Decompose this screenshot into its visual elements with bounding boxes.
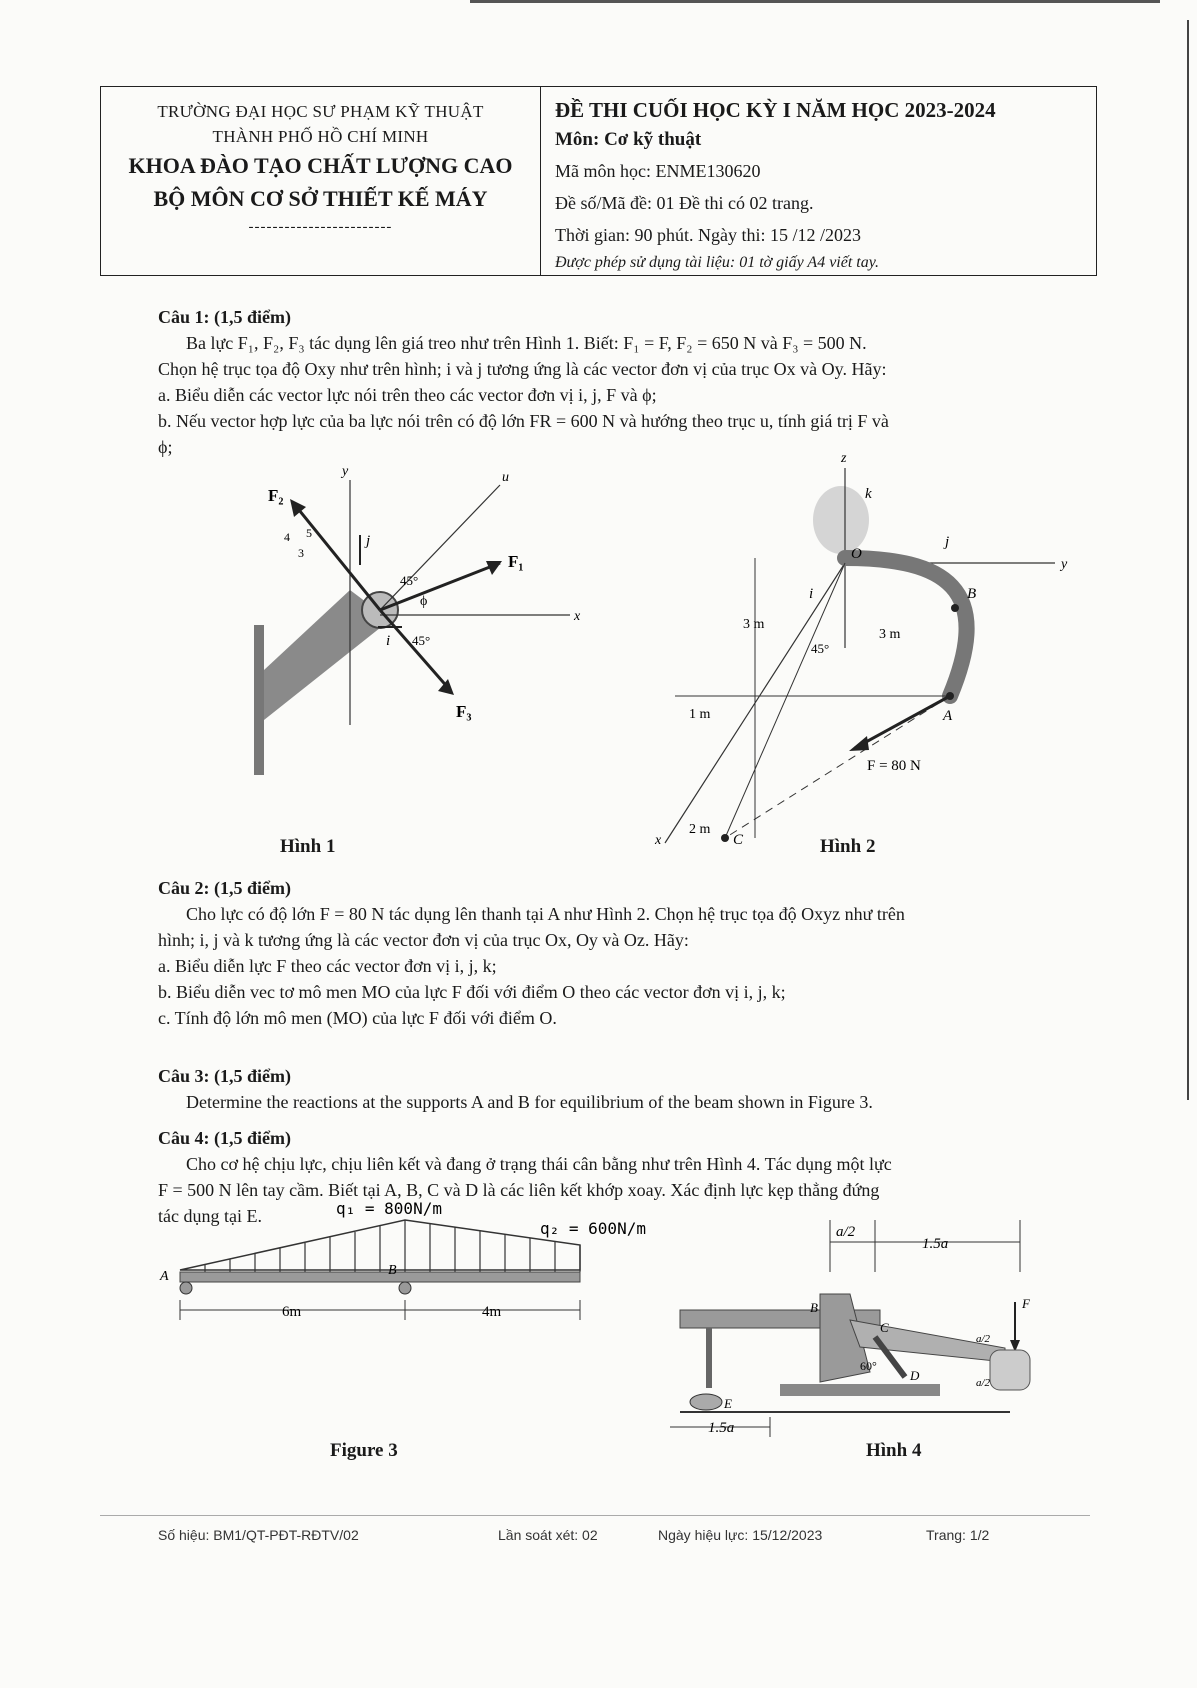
y-label: y	[1061, 557, 1068, 572]
z-label: z	[841, 451, 847, 466]
q1-part-a: a. Biểu diễn các vector lực nói trên theo các vector đơn vị i, j, F và ϕ;	[158, 385, 657, 405]
f3-arrowhead	[438, 679, 454, 695]
c-label: C	[880, 1320, 889, 1335]
figure-2-caption: Hình 2	[820, 836, 876, 857]
q4-line-2: F = 500 N lên tay cầm. Biết tại A, B, C và D là các liên kết khớp xoay. Xác định lực kẹp thẳng đứng	[158, 1180, 880, 1200]
a2-lower: a/2	[976, 1377, 991, 1389]
exam-number: Đề số/Mã đề: 01 Đề thi có 02 trang.	[555, 193, 814, 213]
figure-3-diagram	[150, 1200, 670, 1370]
figure-4-diagram	[670, 1212, 1050, 1442]
dim-1m: 1 m	[689, 707, 711, 722]
q3-line-1: Determine the reactions at the supports A and B for equilibrium of the beam shown in Figure 3.	[186, 1092, 873, 1112]
slope-3: 3	[298, 546, 304, 560]
faculty-name: KHOA ĐÀO TẠO CHẤT LƯỢNG CAO	[128, 153, 513, 178]
angle-45-upper: 45°	[400, 573, 419, 588]
q1-line-1: Ba lực F₁, F₂, F₃ tác dụng lên giá treo như trên Hình 1. Biết: F₁ = F, F₂ = 650 N và F₃ = 500 N.	[186, 333, 867, 353]
dim-2m: 2 m	[689, 822, 711, 837]
q2-part-b: b. Biểu diễn vec tơ mô men MO của lực F đối với điểm O theo các vector đơn vị i, j, k;	[158, 982, 786, 1002]
q4-heading: Câu 4: (1,5 điểm)	[158, 1128, 291, 1148]
force-arrow	[855, 696, 950, 748]
j-label: j	[366, 533, 371, 549]
q2-line-2: hình; i, j và k tương ứng là các vector đơn vị của trục Ox, Oy và Oz. Hãy:	[158, 930, 689, 950]
effective-date: Ngày hiệu lực: 15/12/2023	[658, 1527, 823, 1543]
exam-time-date: Thời gian: 90 phút. Ngày thi: 15 /12 /2023	[555, 225, 861, 245]
wall	[254, 625, 264, 775]
d-label: D	[910, 1368, 920, 1383]
f1-arrow	[380, 563, 500, 610]
a-label: A	[160, 1269, 169, 1284]
beam	[180, 1272, 580, 1282]
b-label: B	[810, 1300, 818, 1315]
dim-1-5a-top: 1.5a	[922, 1236, 949, 1252]
revision: Lần soát xét: 02	[498, 1527, 598, 1543]
footer-rule	[100, 1515, 1090, 1516]
slope-4: 4	[284, 530, 290, 544]
figure-3-caption: Figure 3	[330, 1440, 398, 1461]
figure-2-diagram	[615, 448, 1075, 848]
hand	[990, 1350, 1030, 1390]
exam-note: Được phép sử dụng tài liệu: 01 tờ giấy A4 viết tay.	[555, 254, 879, 271]
university-line-2: THÀNH PHỐ HỒ CHÍ MINH	[212, 127, 429, 146]
figure-4-caption: Hình 4	[866, 1440, 922, 1461]
line-oc	[725, 563, 845, 838]
q1-heading: Câu 1: (1,5 điểm)	[158, 307, 291, 327]
question-2	[158, 875, 1088, 1031]
k-label: k	[865, 486, 872, 502]
x-label: x	[655, 833, 662, 848]
a-label: A	[943, 708, 953, 724]
exam-title: ĐỀ THI CUỐI HỌC KỲ I NĂM HỌC 2023-2024	[555, 98, 996, 122]
q1-label: q₁ = 800N/m	[336, 1200, 442, 1218]
dim-4m: 4m	[482, 1304, 502, 1320]
c-label: C	[733, 832, 744, 848]
subject: Môn: Cơ kỹ thuật	[555, 129, 702, 150]
department-name: BỘ MÔN CƠ SỞ THIẾT KẾ MÁY	[153, 186, 488, 211]
q1-part-b-line-2: ϕ;	[158, 437, 173, 457]
question-1	[158, 304, 1088, 460]
f2-arrow	[295, 505, 380, 610]
page-number: Trang: 1/2	[926, 1527, 990, 1543]
y-label: y	[342, 464, 349, 479]
university-line-1: TRƯỜNG ĐẠI HỌC SƯ PHẠM KỸ THUẬT	[157, 102, 484, 121]
institution-block	[101, 87, 541, 275]
dim-1-5a-bottom: 1.5a	[708, 1420, 735, 1436]
half-a-label: a/2	[836, 1224, 856, 1240]
x-label: x	[574, 609, 581, 624]
q2-line-1: Cho lực có độ lớn F = 80 N tác dụng lên thanh tại A như Hình 2. Chọn hệ trục tọa độ Oxyz như trên	[186, 904, 905, 924]
force-arrowhead	[849, 736, 869, 751]
q4-line-3: tác dụng tại E.	[158, 1206, 262, 1226]
phi-label: ϕ	[420, 594, 428, 609]
o-label: O	[851, 546, 862, 562]
q1-line-2: Chọn hệ trục tọa độ Oxy như trên hình; i và j tương ứng là các vector đơn vị của trục Ox và Oy. Hãy:	[158, 359, 887, 379]
f2-label: F₂	[268, 486, 284, 505]
scan-top-rule	[470, 0, 1160, 3]
u-axis	[380, 485, 500, 610]
q2-heading: Câu 2: (1,5 điểm)	[158, 878, 291, 898]
form-code: Số hiệu: BM1/QT-PĐT-RĐTV/02	[158, 1527, 359, 1543]
dim-6m: 6m	[282, 1304, 302, 1320]
screw	[706, 1328, 712, 1388]
dim-3m-right: 3 m	[879, 627, 901, 642]
angle-45: 45°	[811, 641, 830, 656]
u-label: u	[502, 470, 509, 485]
angle-45-lower: 45°	[412, 633, 431, 648]
angle-60: 60°	[860, 1359, 877, 1373]
i-label: i	[809, 586, 814, 602]
smudge	[813, 486, 869, 554]
clamp-pad-e	[690, 1394, 722, 1410]
q4-line-1: Cho cơ hệ chịu lực, chịu liên kết và đang ở trạng thái cân bằng như trên Hình 4. Tác dụng một lực	[186, 1154, 892, 1174]
j-label: j	[945, 534, 950, 550]
figure-1-caption: Hình 1	[280, 836, 336, 857]
b-label: B	[967, 586, 977, 602]
support-a	[180, 1282, 192, 1294]
point-c	[721, 834, 729, 842]
q1-part-b-line-1: b. Nếu vector hợp lực của ba lực nói trên có độ lớn FR = 600 N và hướng theo trục u, tính giá trị F và	[158, 411, 889, 431]
scan-right-edge	[1187, 20, 1189, 1100]
a2-upper: a/2	[976, 1333, 991, 1345]
point-a	[946, 692, 954, 700]
b-label: B	[388, 1263, 397, 1278]
exam-header	[100, 86, 1097, 276]
q2-label: q₂ = 600N/m	[540, 1219, 646, 1238]
dim-3m-left: 3 m	[743, 617, 765, 632]
e-label: E	[724, 1396, 732, 1411]
course-code: Mã môn học: ENME130620	[555, 161, 761, 181]
slope-5: 5	[306, 526, 312, 540]
figure-1-diagram	[240, 455, 600, 775]
f3-label: F₃	[456, 702, 472, 721]
q3-heading: Câu 3: (1,5 điểm)	[158, 1066, 291, 1086]
exam-info-block	[541, 87, 1096, 275]
i-label: i	[386, 633, 391, 649]
q2-part-c: c. Tính độ lớn mô men (MO) của lực F đối với điểm O.	[158, 1008, 557, 1028]
curved-rod	[845, 558, 967, 696]
header-divider: ------------------------	[248, 219, 393, 235]
point-b	[951, 604, 959, 612]
force-label: F = 80 N	[867, 758, 921, 774]
question-3	[158, 1063, 1088, 1115]
support-b	[399, 1282, 411, 1294]
base	[780, 1384, 940, 1396]
f1-label: F₁	[508, 552, 524, 571]
f3-arrow	[380, 610, 450, 690]
f-label: F	[1022, 1296, 1030, 1311]
q2-part-a: a. Biểu diễn lực F theo các vector đơn vị i, j, k;	[158, 956, 497, 976]
